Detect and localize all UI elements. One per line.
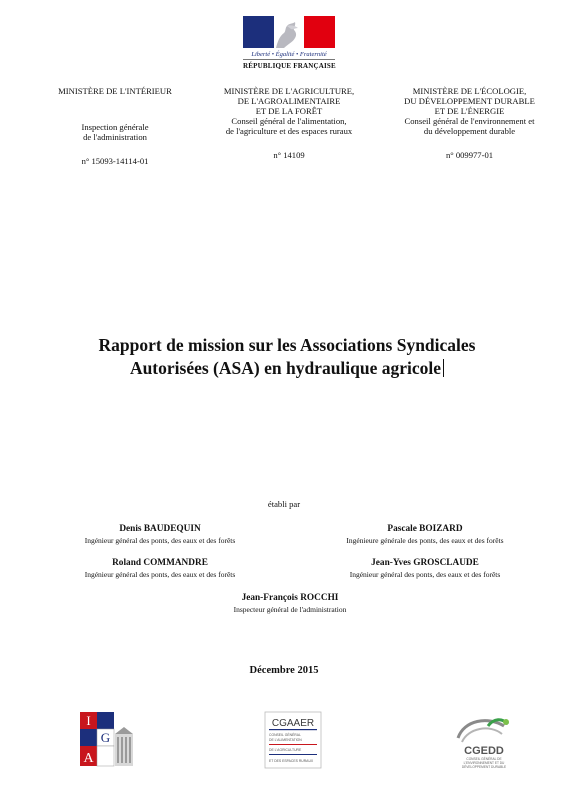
author-role: Ingénieur général des ponts, des eaux et des forêts	[349, 570, 501, 579]
author-1	[40, 524, 280, 546]
iga-logo	[80, 712, 134, 768]
cgaaer-name: CGAAER	[271, 718, 315, 729]
author-4	[305, 558, 545, 580]
logo-motto: Liberté • Égalité • Fraternité	[251, 51, 327, 58]
ministry-ecologie	[382, 86, 557, 160]
author-5	[170, 593, 410, 615]
author-name: Jean-Yves GROSCLAUDE	[371, 558, 479, 568]
ministry-number: n° 15093-14114-01	[81, 156, 149, 166]
author-2	[305, 524, 545, 546]
ministry-name: MINISTÈRE DE L'ÉCOLOGIE, DU DÉVELOPPEMENT DURABLE ET DE L'ÉNERGIE	[404, 86, 535, 116]
ministry-interieur	[30, 86, 200, 166]
cgedd-name: CGEDD	[464, 745, 504, 757]
author-3	[40, 558, 280, 580]
republique-francaise-logo	[243, 16, 335, 70]
cgaaer-sub-3: DE L'AGRICULTURE	[269, 748, 302, 752]
author-name: Roland COMMANDRE	[112, 558, 208, 568]
author-role: Ingénieur général des ponts, des eaux et des forêts	[84, 570, 236, 579]
ministry-service: Conseil général de l'alimentation, de l'agriculture et des espaces ruraux	[225, 116, 353, 136]
iga-letter-a: A	[83, 751, 94, 766]
ministry-number: n° 009977-01	[445, 150, 494, 160]
report-date: Décembre 2015	[249, 665, 319, 676]
iga-letter-g: G	[100, 730, 111, 745]
ministry-service: Inspection générale de l'administration	[81, 122, 149, 142]
cgedd-logo	[448, 708, 520, 772]
logo-republic-name: RÉPUBLIQUE FRANÇAISE	[243, 59, 335, 70]
cgedd-sub-1: CONSEIL GÉNÉRAL DE	[466, 757, 502, 761]
cgedd-sub-2: L'ENVIRONNEMENT ET DU	[463, 761, 505, 765]
report-title-line-2: Autorisées (ASA) en hydraulique agricole	[129, 358, 442, 378]
author-name: Denis BAUDEQUIN	[119, 524, 201, 534]
established-by-label: établi par	[267, 499, 301, 509]
author-name: Pascale BOIZARD	[387, 524, 463, 534]
cgaaer-logo	[263, 710, 323, 770]
ministry-name: MINISTÈRE DE L'INTÉRIEUR	[58, 86, 172, 96]
cgaaer-sub-4: ET DES ESPACES RURAUX	[269, 759, 314, 763]
ministry-service: Conseil général de l'environnement et du développement durable	[404, 116, 535, 136]
ministry-name: MINISTÈRE DE L'AGRICULTURE, DE L'AGROALIMENTAIRE ET DE LA FORÊT	[223, 86, 355, 116]
cgedd-sub-3: DÉVELOPPEMENT DURABLE	[461, 765, 507, 769]
cgaaer-sub-2: DE L'ALIMENTATION	[269, 738, 302, 742]
cgaaer-sub-1: CONSEIL GÉNÉRAL	[269, 733, 301, 737]
report-title-line-2-wrap	[40, 357, 534, 380]
author-role: Ingénieure générale des ponts, des eaux et des forêts	[346, 536, 504, 545]
ministry-agriculture	[203, 86, 375, 160]
marianne-flag-icon	[243, 16, 335, 48]
author-role: Inspecteur général de l'administration	[233, 605, 347, 614]
author-name: Jean-François ROCCHI	[241, 593, 339, 603]
report-title	[40, 334, 534, 380]
author-role: Ingénieur général des ponts, des eaux et des forêts	[84, 536, 236, 545]
report-title-line-1: Rapport de mission sur les Associations Syndicales	[98, 335, 476, 355]
ministry-number: n° 14109	[273, 150, 305, 160]
text-cursor	[443, 359, 444, 377]
iga-letter-i: I	[86, 713, 91, 728]
